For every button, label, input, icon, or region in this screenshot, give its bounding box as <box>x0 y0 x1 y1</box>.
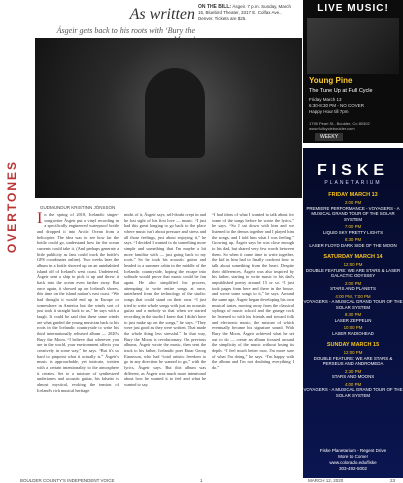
fiske-brand: FISKE <box>316 162 390 179</box>
on-the-bill <box>198 4 298 22</box>
page-number-right: 23 <box>390 478 396 483</box>
drop-cap: I <box>37 212 43 227</box>
photo-credit: GUDMUNDUR KRISTINN JÓNSSON <box>40 205 116 210</box>
sunday-event: 12:00 PM DOUBLE FEATURE: WE ARE STARS & PERSEUS AND ANDROMEDA <box>313 350 393 366</box>
column-text-1: n the spring of 2018, Icelandic singer-songwriter Ásgeir put a vinyl recording in a specifically engineered waterproof bottle and dropped it into Arctic Ocean from a helicopter. The idea was to see how far the bottle could go, understand how far the ocean currents could take it. (And perhaps generate a little publicity as fans could track the bottle's GPS coordinates online). Two weeks later the album in a bottle showed up on an uninhabited island off of Iceland's west coast. Undeterred, Ásgeir sent a ship to pick it up and threw it back into the ocean even farther away. But once again, it showed up on Iceland's shores, this time on the island nation's east coast. “We had thought it would end up in Europe or somewhere in America but the winds sort of just took it straight back to us,” he says with a laugh. It could be said that these same winds are what guided the young musician back to his roots in the Icelandic countryside to write his third internationally released album — 2020's Bury the Moon. “I believe that wherever you are in the world, your environment affects you creatively in some way,” he says. “But it's so hard to pinpoint what it actually is.” Ásgeir's music is approachable, yet intricate, written with a certain intentionality to the atmosphere it creates. Set to a mixture of synthesized undertones and acoustic guitar, his falsetto is almost mystical, evoking the tension of Iceland's rich musical heritage. <box>37 212 119 393</box>
article-column-2 <box>124 212 206 467</box>
venue-address-block <box>309 121 370 131</box>
issue-date: MARCH 12, 2020 <box>308 478 344 483</box>
event-title: The Tune Up at Full Cycle <box>309 88 373 94</box>
fiske-planetarium-ad[interactable] <box>303 148 403 478</box>
page-number-left: 1 <box>200 478 203 483</box>
article-dek: Ásgeir gets back to his roots with ‘Bury the <box>56 26 195 35</box>
event-date: Friday March 13 <box>309 97 342 102</box>
saturday-event: 10:00 PM LASER RADIOHEAD <box>332 325 374 336</box>
on-the-bill-text: Ásgeir. 7 p.m. Sunday, March 15, Bluebird Theater, 3317 E. Colfax Ave., Denver. Tickets are $25. <box>198 4 292 21</box>
publication-name: BOULDER COUNTY'S INDEPENDENT VOICE <box>20 478 115 483</box>
saturday-event: 8:30 PM LASER ZEPPELIN <box>334 312 372 323</box>
friday-event: 8:30 PM LASER FLOYD DARK SIDE OF THE MOON <box>309 237 397 248</box>
fiske-sub: PLANETARIUM <box>324 180 382 186</box>
column-text-3: “I had ideas of what I wanted to talk about for some of the songs before he wrote the lyrics,” he says. “So I sat down with him and we listened to the demos together and I played him the songs, and I told him what I was feeling.” Growing up, Ásgeir says he was close enough to his dad, but shared very few words between them. So when it came time to write together, the kid in him had to finally confront how to talk about something from the heart. Despite their differences, Ásgeir was also inspired by his father, starting to write music to his dad's unpublished poetry around 15 or so. “I just took pages from here and there in the house, and wrote some songs to it,” he says. Around the same age, Ásgeir began developing his own musical tastes, moving away from the classical stylings of music school and the grunge rock he listened to with his friends and toward folk and electronic music, the mixture of which eventually became his signature sound. With Bury the Moon, Ásgeir achieved what he set out to do — create an album focused around the simplicity of the music without losing its depth. “I feel much better now, I'm more sure of what I'm doing,” he says. “I'm happy with the album and I'm not doubting everything I do.” <box>212 212 294 371</box>
happy-hour: Happy Hour till 7pm <box>309 108 349 114</box>
friday-event: 7:00 PM LIQUID SKY PRETTY LIGHTS <box>322 224 384 235</box>
saturday-event: 2:00 PM STARS AND PLANETS <box>330 280 376 291</box>
column-text-2: midst of it, Ásgeir says, self-doubt crept in and he lost sight of his first love — music. “I just had this great longing to go back to the place where music isn't about pressure and stress and all those feelings, just about enjoying it,” he says. “I decided I wanted to do something more simple and something that I'm maybe a bit more familiar with — just going back to my roots.” So he took his acoustic guitar and headed to a summer cabin in the middle of the Icelandic countryside, hoping the escape into solitude would prove that music could be fun again. He also simplified his process, attempting to write entire songs at once, untethered from the technology of the studio: songs that could stand on their own. “I just tried to write whole songs with just an acoustic guitar and a melody so that when we started recording in the studio I knew that I didn't have to just make up on the songs,” he says. “They were just good as they were written. That made the whole thing less stressful.” In that way, Bury the Moon is revolutionary. On previous albums, Ásgeir wrote the music, then sent the track to his father, Icelandic poet Einar Georg Einarsson, who had “total artistic freedom to go in any direction he wanted to go,” with the lyrics, Ásgeir says. But this album was different, as Ásgeir was much more intentional about how he wanted it to feel and what he wanted to say. <box>124 212 206 388</box>
saturday-event: 4:00 PM, 7:00 PM VOYAGERS - A MUSICAL GRAND TOUR OF THE SOLAR SYSTEM <box>303 293 403 310</box>
friday-label: FRIDAY MARCH 13 <box>328 192 378 198</box>
article-column-3 <box>212 212 294 467</box>
section-tag <box>5 160 17 310</box>
section-tag-label: OVERTONES <box>5 160 19 254</box>
sunday-event: 2:30 PM STARS AND MOONS <box>331 368 375 379</box>
saturday-label: SATURDAY MARCH 14 <box>323 254 383 260</box>
venue-website[interactable]: www.fullcycleboulder.com <box>309 126 355 132</box>
band-photo <box>307 18 399 74</box>
photo-subject-body <box>145 68 205 158</box>
fiske-website[interactable]: www.colorado.edu/fiske <box>329 459 377 465</box>
fiske-phone: 303-492-5002 <box>338 465 368 471</box>
sponsor-logo: WEEKY <box>315 133 343 141</box>
sunday-label: SUNDAY MARCH 15 <box>326 342 380 348</box>
live-music-ad[interactable] <box>303 0 403 143</box>
on-the-bill-label: ON THE BILL: <box>198 4 232 10</box>
event-info <box>309 97 364 115</box>
friday-event: 2:00 PM PREMIERE PERFORMANCE - VOYAGERS - A MUSICAL GRAND TOUR OF THE SOLAR SYSTEM <box>306 200 400 222</box>
band-name: Young Pine <box>309 76 353 85</box>
article-column-1 <box>37 212 119 467</box>
fiske-footer-title: Fiske Planetarium - Regent Drive <box>319 447 387 453</box>
article-photo <box>35 38 302 198</box>
fiske-footer-note: More to Come! <box>338 453 368 459</box>
venue-address: 1795 Pearl St., Boulder, Co 80302 <box>309 121 370 126</box>
sunday-event: 4:00 PM VOYAGERS - A MUSICAL GRAND TOUR OF THE SOLAR SYSTEM <box>303 381 403 398</box>
live-music-header: LIVE MUSIC! <box>317 3 389 14</box>
fiske-footer <box>303 448 403 472</box>
saturday-event: 12:00 PM DOUBLE FEATURE: WE ARE STARS & LASER GALACTIC ODYSSEY <box>305 262 401 278</box>
event-time: 6:30-8:30 PM - NO COVER <box>309 102 365 108</box>
article-title: As written <box>129 6 195 23</box>
